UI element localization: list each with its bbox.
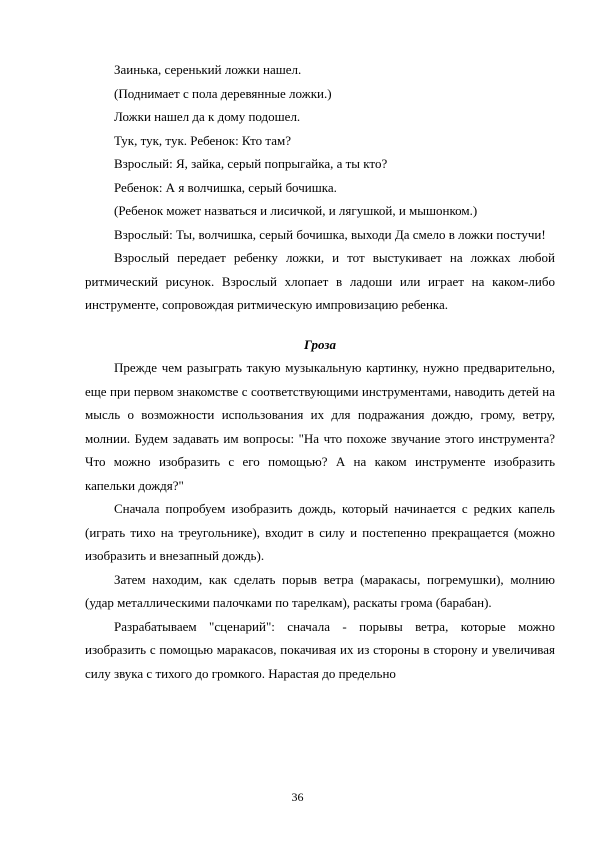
- paragraph-call: Взрослый: Ты, волчишка, серый бочишка, выходи Да смело в ложки постучи!: [114, 226, 546, 242]
- section-heading: Гроза: [304, 336, 336, 352]
- page-body: [85, 58, 555, 685]
- text-line-2: (Поднимает с пола деревянные ложки.): [114, 85, 332, 101]
- paragraph-script: Разрабатываем "сценарий": сначала - порывы ветра, которые можно изобразить с помощью маракасов, покачивая их из стороны в сторону и увеличивая силу звука с тихого до громкого. Нарастая до предельно: [85, 618, 555, 681]
- paragraph-rain: Сначала попробуем изобразить дождь, который начинается с редких капель (играть тихо на треугольнике), входит в силу и постепенно прекращается (можно изобразить и внезапный дождь).: [85, 501, 555, 563]
- paragraph-wind: Затем находим, как сделать порыв ветра (маракасы, погремушки), молнию (удар металлическими палочками по тарелкам), раскаты грома (барабан).: [85, 571, 555, 610]
- text-line-5: Взрослый: Я, зайка, серый попрыгайка, а ты кто?: [114, 156, 388, 171]
- paragraph-transfer: Взрослый передает ребенку ложки, и тот выстукивает на ложках любой ритмический рисунок. Взрослый хлопает в ладоши или играет на каком-либо инструменте, сопровождая ритмическую импровизацию ребенка.: [85, 250, 555, 312]
- text-line-3: Ложки нашел да к дому подошел.: [114, 109, 301, 124]
- text-line-4: Тук, тук, тук. Ребенок: Кто там?: [114, 132, 291, 148]
- page-number: 36: [291, 790, 304, 804]
- paragraph-before: Прежде чем разыграть такую музыкальную картинку, нужно предварительно, еще при первом знакомстве с соответствующими инструментами, наводить детей на мысль о возможности использования их для подражания дождю, грому, ветру, молнии. Будем задавать им вопросы: "На что похоже звучание этого инструмента? Что можно изобразить с его помощью? А на каком инструменте изобразить капельки дождя?": [85, 360, 555, 493]
- text-line-6: Ребенок: А я волчишка, серый бочишка.: [114, 179, 337, 195]
- text-line-1: Заинька, серенький ложки нашел.: [114, 62, 302, 77]
- text-line-7: (Ребенок может назваться и лисичкой, и лягушкой, и мышонком.): [114, 203, 478, 218]
